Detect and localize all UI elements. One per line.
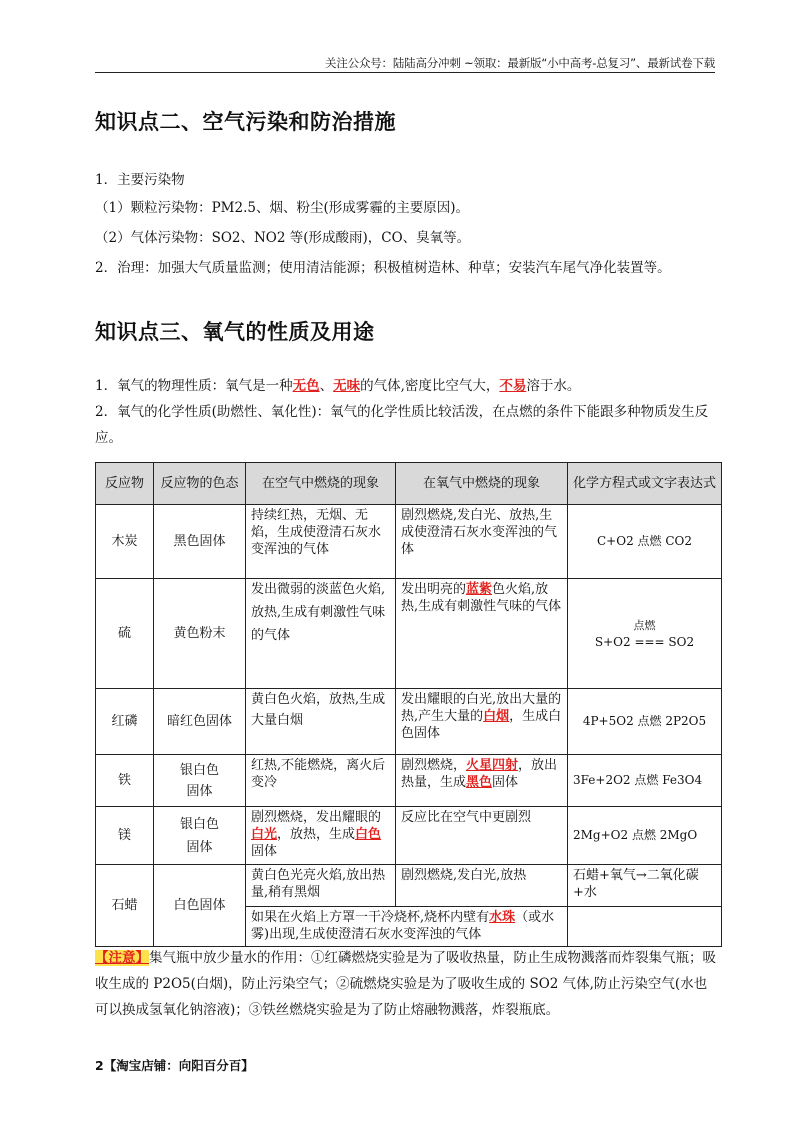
gas-pollutants: （2）气体污染物：SO2、NO2 等(形成酸雨)，CO、臭氧等。 — [95, 230, 471, 246]
col-header: 在氧气中燃烧的现象 — [396, 463, 568, 505]
table-row: 木炭 黑色固体 持续红热，无烟、无焰，生成使澄清石灰水变浑浊的气体 剧烈燃烧,发白光、放热,生成使澄清石灰水变浑浊的气体 C+O2 点燃 CO2 — [96, 505, 722, 579]
table-row: 红磷 暗红色固体 黄白色火焰，放热,生成 大量白烟 发出耀眼的白光,放出大量的热,产生大量的白烟，生成白色固体 4P+5O2 点燃 2P2O5 — [96, 689, 722, 755]
page-footer — [95, 1056, 254, 1074]
table-row: 铁 银白色 固体 红热,不能燃烧，离火后变冷 剧烈燃烧，火星四射，放出热量，生成黑色固体 3Fe+2O2 点燃 Fe3O4 — [96, 755, 722, 807]
pollutants-heading: 1．主要污染物 — [95, 172, 185, 188]
col-header: 在空气中燃烧的现象 — [246, 463, 396, 505]
section-title-air-pollution: 知识点二、空气污染和防治措施 — [95, 110, 396, 134]
oxygen-physical-properties: 1．氧气的物理性质：氧气是一种无色、无味的气体,密度比空气大，不易溶于水。 — [95, 378, 581, 394]
col-header: 化学方程式或文字表达式 — [568, 463, 722, 505]
combustion-table — [95, 462, 722, 947]
page-number: 2 — [95, 1058, 104, 1073]
table-row: 硫 黄色粉末 发出微弱的淡蓝色火焰, 放热,生成有刺激性气味 的气体 发出明亮的蓝紫色火焰,放热,生成有刺激性气味的气体 点燃 S+O2 === SO2 — [96, 579, 722, 689]
section-title-oxygen: 知识点三、氧气的性质及用途 — [95, 320, 375, 344]
oxygen-chemical-properties: 2．氧气的化学性质(助燃性、氧化性)：氧气的化学性质比较活泼，在点燃的条件下能跟多种物质发生反应。 — [95, 404, 709, 446]
page-header: 关注公众号：陆陆高分冲刺 ~领取：最新版“小中高考-总复习”、最新试卷下载 — [95, 56, 715, 73]
attention-tag: 【注意】 — [95, 950, 149, 966]
table-row: 石蜡 白色固体 黄白色光亮火焰,放出热量,稍有黑烟 剧烈燃烧,发白光,放热 石蜡+氧气→二氧化碳+水 — [96, 865, 722, 907]
col-header: 反应物 — [96, 463, 154, 505]
attention-note: 【注意】集气瓶中放少量水的作用：①红磷燃烧实验是为了吸收热量，防止生成物溅落而炸裂集气瓶；吸收生成的 P2O5(白烟)，防止污染空气；②硫燃烧实验是为了吸收生成的 SO2 气体,防止污染空气(水也可以换成氢氧化钠溶液)；③铁丝燃烧实验是为了防止熔融物溅落，炸裂瓶底。 — [95, 950, 716, 1018]
table-row: 如果在火焰上方罩一干冷烧杯,烧杯内壁有水珠（或水雾)出现,生成使澄清石灰水变浑浊的气体 — [96, 907, 722, 947]
shop-name: 【淘宝店铺：向阳百分百】 — [103, 1058, 254, 1073]
table-row: 镁 银白色 固体 剧烈燃烧，发出耀眼的白光，放热，生成白色固体 反应比在空气中更剧烈 2Mg+O2 点燃 2MgO — [96, 807, 722, 865]
pollution-control: 2．治理：加强大气质量监测；使用清洁能源；积极植树造林、种草；安装汽车尾气净化装置等。 — [95, 260, 671, 276]
col-header: 反应物的色态 — [154, 463, 246, 505]
table-header-row — [96, 463, 722, 505]
particulate-pollutants: （1）颗粒污染物：PM2.5、烟、粉尘(形成雾霾的主要原因)。 — [95, 200, 469, 216]
